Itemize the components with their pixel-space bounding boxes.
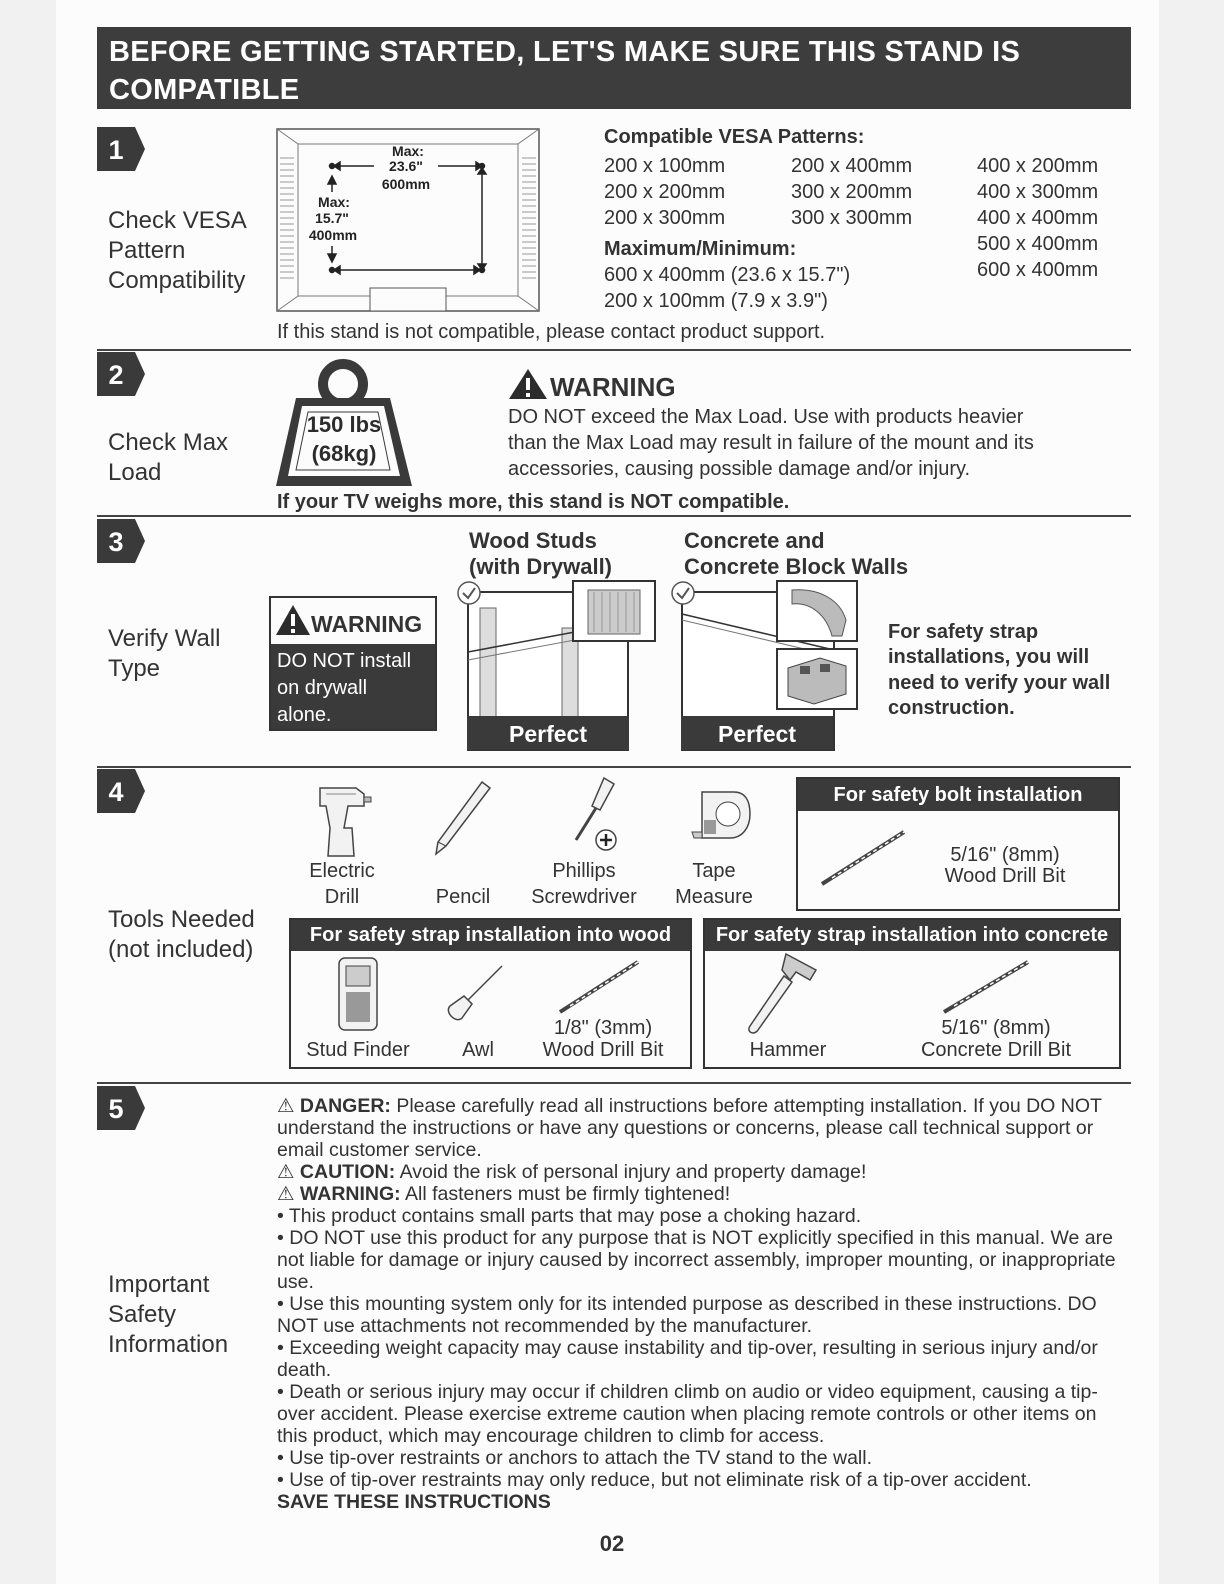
step-1-number: 1 bbox=[108, 135, 124, 165]
warning-paragraph bbox=[277, 1183, 1127, 1205]
step-1-title: Check VESA Pattern Compatibility bbox=[108, 207, 246, 294]
warning-triangle-icon: ⚠ bbox=[277, 1095, 295, 1117]
caution-text: Avoid the risk of personal injury and property damage! bbox=[399, 1161, 867, 1183]
weight-icon bbox=[274, 358, 414, 488]
warning-text: All fasteners must be firmly tightened! bbox=[405, 1183, 731, 1205]
load-warning-line: accessories, causing possible damage and/or injury. bbox=[508, 458, 971, 480]
caution-label: CAUTION: bbox=[299, 1161, 396, 1183]
step-1-badge bbox=[97, 127, 145, 171]
load-compat-note: If your TV weighs more, this stand is NOT compatible. bbox=[277, 491, 790, 513]
check-icon bbox=[672, 582, 694, 604]
caution-paragraph bbox=[277, 1161, 1127, 1183]
step-2-number: 2 bbox=[108, 360, 124, 390]
bolt-bit-type: Wood Drill Bit bbox=[944, 865, 1066, 887]
strap-note-line: construction. bbox=[888, 697, 1015, 719]
vesa-support-note: If this stand is not compatible, please contact product support. bbox=[277, 321, 826, 343]
vesa-pattern: 200 x 400mm bbox=[791, 155, 913, 177]
warning-triangle-icon: ⚠ bbox=[277, 1161, 295, 1183]
safety-bullet: • DO NOT use this product for any purpose that is NOT explicitly specified in this manual. We are not liable for damage or injury caused by incorrect assembly, improper mounting, or inappropriate use. bbox=[277, 1227, 1116, 1293]
wood-perfect-label: Perfect bbox=[509, 721, 587, 747]
hammer-icon bbox=[744, 950, 824, 1038]
step-5-badge bbox=[97, 1086, 145, 1130]
vesa-pattern: 300 x 200mm bbox=[791, 181, 913, 203]
awl-icon bbox=[442, 962, 506, 1026]
concrete-perfect-label: Perfect bbox=[718, 721, 796, 747]
warning-triangle-icon bbox=[275, 604, 311, 636]
safety-bullet: • Exceeding weight capacity may cause instability and tip-over, resulting in serious injury and/or death. bbox=[277, 1337, 1098, 1381]
vesa-pattern: 400 x 400mm bbox=[977, 207, 1099, 229]
concrete-subtitle: Concrete Block Walls bbox=[684, 554, 909, 579]
load-warning-title: WARNING bbox=[550, 372, 676, 402]
step-3-title: Verify Wall Type bbox=[108, 625, 221, 682]
drywall-warning-title: WARNING bbox=[311, 611, 423, 637]
step-4-title: Tools Needed (not included) bbox=[108, 906, 255, 963]
danger-paragraph bbox=[277, 1095, 1127, 1161]
concrete-drill-bit-icon bbox=[940, 958, 1032, 1016]
vesa-max-width-label: Max: bbox=[392, 143, 424, 159]
step-2-title: Check Max Load bbox=[108, 429, 229, 486]
compatibility-banner: BEFORE GETTING STARTED, LET'S MAKE SURE THIS STAND IS COMPATIBLE bbox=[97, 27, 1131, 109]
vesa-pattern: 600 x 400mm bbox=[977, 259, 1099, 281]
vesa-pattern-diagram bbox=[276, 128, 540, 312]
step-3-badge bbox=[97, 519, 145, 563]
section-divider bbox=[97, 766, 1131, 768]
vesa-pattern: 400 x 300mm bbox=[977, 181, 1099, 203]
hammer-label: Hammer bbox=[749, 1039, 827, 1061]
safety-bullet: • Death or serious injury may occur if children climb on audio or video equipment, causing a tip-over accident. Please exercise extreme caution when placing remote controls or other items on this product, which may encourage children to climb for access. bbox=[277, 1381, 1098, 1447]
save-instructions: SAVE THESE INSTRUCTIONS bbox=[277, 1491, 551, 1513]
electric-drill-icon bbox=[312, 778, 372, 860]
electric-drill-label-2: Drill bbox=[324, 886, 360, 908]
drywall-warning-line: on drywall bbox=[277, 677, 368, 699]
vesa-pattern: 200 x 200mm bbox=[604, 181, 726, 203]
phillips-label-2: Screwdriver bbox=[531, 886, 637, 908]
vesa-pattern: 400 x 200mm bbox=[977, 155, 1099, 177]
pencil-label: Pencil bbox=[435, 886, 491, 908]
concrete-bit-size: 5/16" (8mm) bbox=[941, 1017, 1051, 1039]
vesa-max-height-mm: 400mm bbox=[308, 227, 358, 243]
step-2-badge bbox=[97, 352, 145, 396]
vesa-maxmin-heading: Maximum/Minimum: bbox=[604, 238, 797, 260]
step-4-badge bbox=[97, 769, 145, 813]
strap-note-line: installations, you will bbox=[888, 646, 1090, 668]
bolt-bit-size: 5/16" (8mm) bbox=[950, 844, 1060, 866]
warning-triangle-icon: ⚠ bbox=[277, 1183, 295, 1205]
warning-triangle-icon bbox=[508, 368, 548, 400]
vesa-pattern: 200 x 300mm bbox=[604, 207, 726, 229]
wood-drill-bit-icon bbox=[818, 828, 910, 888]
vesa-max-height-label: Max: bbox=[318, 194, 350, 210]
wood-drill-bit-icon bbox=[556, 958, 642, 1016]
vesa-max-width-in: 23.6" bbox=[389, 158, 423, 174]
wood-bit-size: 1/8" (3mm) bbox=[553, 1017, 653, 1039]
vesa-max-width-mm: 600mm bbox=[381, 176, 431, 192]
section-divider bbox=[97, 1082, 1131, 1084]
vesa-max-height-in: 15.7" bbox=[315, 210, 349, 226]
vesa-patterns-heading: Compatible VESA Patterns: bbox=[604, 126, 865, 148]
strap-note-line: For safety strap bbox=[888, 621, 1039, 643]
drywall-warning-box bbox=[269, 596, 437, 731]
warning-label: WARNING: bbox=[299, 1183, 401, 1205]
stud-finder-icon bbox=[335, 956, 381, 1032]
max-load-kg: (68kg) bbox=[311, 441, 377, 466]
safety-bullet: • Use tip-over restraints or anchors to attach the TV stand to the wall. bbox=[277, 1447, 872, 1469]
concrete-strap-title: For safety strap installation into concrete bbox=[705, 920, 1119, 951]
safety-bolt-title: For safety bolt installation bbox=[798, 779, 1118, 811]
vesa-min-size: 200 x 100mm (7.9 x 3.9") bbox=[604, 290, 828, 312]
safety-information bbox=[277, 1095, 1127, 1513]
phillips-screwdriver-icon bbox=[550, 776, 622, 858]
electric-drill-label-1: Electric bbox=[309, 860, 375, 882]
tape-measure-icon bbox=[690, 784, 752, 844]
safety-bullet: • Use this mounting system only for its intended purpose as described in these instructions. DO NOT use attachments not recommended by the manufacturer. bbox=[277, 1293, 1097, 1337]
wood-strap-title: For safety strap installation into wood bbox=[291, 920, 690, 951]
phillips-label-1: Phillips bbox=[552, 860, 616, 882]
step-3-number: 3 bbox=[108, 527, 124, 557]
awl-label: Awl bbox=[462, 1039, 494, 1061]
safety-bullet: • Use of tip-over restraints may only reduce, but not eliminate risk of a tip-over accident. bbox=[277, 1469, 1032, 1491]
danger-label: DANGER: bbox=[299, 1095, 391, 1117]
stud-finder-label: Stud Finder bbox=[306, 1039, 410, 1061]
wood-studs-subtitle: (with Drywall) bbox=[469, 554, 613, 579]
vesa-pattern: 300 x 300mm bbox=[791, 207, 913, 229]
step-4-number: 4 bbox=[108, 777, 124, 807]
load-warning-line: DO NOT exceed the Max Load. Use with products heavier bbox=[508, 406, 1024, 428]
strap-note-line: need to verify your wall bbox=[888, 672, 1111, 694]
load-warning-line: than the Max Load may result in failure of the mount and its bbox=[508, 432, 1034, 454]
vesa-max-size: 600 x 400mm (23.6 x 15.7") bbox=[604, 264, 851, 286]
wood-studs-title: Wood Studs bbox=[469, 528, 597, 553]
drywall-warning-line: DO NOT install bbox=[277, 650, 412, 672]
vesa-pattern: 200 x 100mm bbox=[604, 155, 726, 177]
check-icon bbox=[458, 582, 480, 604]
vesa-pattern: 500 x 400mm bbox=[977, 233, 1099, 255]
section-divider bbox=[97, 349, 1131, 351]
safety-bullet: • This product contains small parts that may pose a choking hazard. bbox=[277, 1205, 862, 1227]
drywall-warning-header bbox=[271, 598, 435, 644]
step-5-title: Important Safety Information bbox=[108, 1271, 229, 1358]
wood-bit-type: Wood Drill Bit bbox=[542, 1039, 664, 1061]
page-number: 02 bbox=[599, 1531, 625, 1556]
section-divider bbox=[97, 515, 1131, 517]
tape-label-2: Measure bbox=[675, 886, 753, 908]
tape-label-1: Tape bbox=[692, 860, 736, 882]
max-load-lbs: 150 lbs bbox=[306, 412, 382, 437]
danger-text: Please carefully read all instructions before attempting installation. If you DO NOT understand the instructions or have any questions or concerns, please call technical support or email customer service. bbox=[277, 1095, 1102, 1161]
step-5-number: 5 bbox=[108, 1094, 124, 1124]
concrete-title: Concrete and bbox=[684, 528, 825, 553]
pencil-icon bbox=[432, 780, 492, 856]
concrete-bit-type: Concrete Drill Bit bbox=[920, 1039, 1072, 1061]
drywall-warning-line: alone. bbox=[277, 704, 332, 726]
